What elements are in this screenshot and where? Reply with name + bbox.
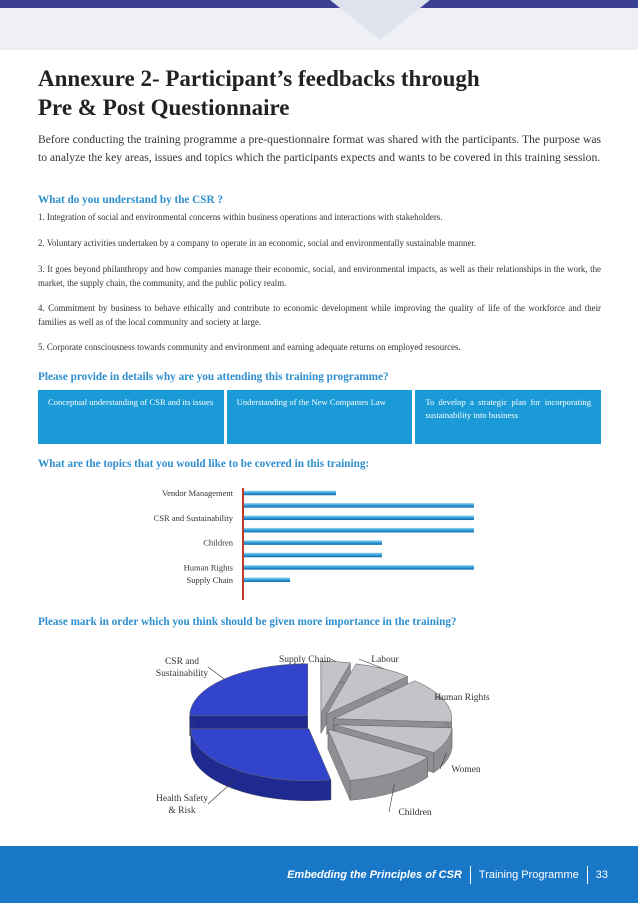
footer-text (287, 866, 608, 884)
topics-bar-chart (0, 480, 638, 605)
header-decoration (330, 0, 430, 40)
title-line-2: Pre & Post Questionnaire (38, 95, 290, 120)
bar-category-label: CSR and Sustainability (153, 512, 233, 523)
pie-leader-line (208, 667, 224, 679)
bar-category-label: Vendor Management (161, 488, 233, 498)
reason-box: Conceptual understanding of CSR and its issues (48, 397, 214, 407)
answer-item: 4. Commitment by business to behave ethically and contribute to economic development while improving the quality of life of the workforce and their families as well as of the local community and society at large. (38, 303, 601, 327)
answer-item: 2. Voluntary activities undertaken by a company to operate in an economic, social and environmentally sustainable manner. (38, 238, 477, 248)
footer-divider (470, 866, 471, 884)
bar (244, 540, 382, 545)
question-topics: What are the topics that you would like to be covered in this training: (38, 458, 370, 470)
pie-label: Human Rights (434, 693, 490, 703)
question-why-attending: Please provide in details why are you attending this training programme? (38, 371, 389, 383)
footer-bar (0, 846, 638, 903)
footer-divider (587, 866, 588, 884)
question-importance: Please mark in order which you think should be given more importance in the training? (38, 616, 457, 628)
bar (244, 516, 474, 521)
page-number: 33 (595, 869, 608, 881)
pie-label: Children (398, 808, 432, 818)
bar (244, 578, 290, 583)
bar (244, 528, 474, 533)
bar (244, 503, 474, 508)
header-stripe (0, 0, 638, 8)
header-band (0, 0, 638, 50)
reason-box: Understanding of the New Companies Law (224, 390, 413, 444)
bar-category-label: Human Rights (183, 562, 233, 573)
footer-brand: Embedding the Principles of CSR (287, 869, 462, 881)
intro-paragraph: Before conducting the training programme a pre-questionnaire format was shared with the participants. The purpose was to analyze the key areas, issues and topics which the participants expects and wants to be covered in this training session. (38, 133, 601, 164)
answer-item: 3. It goes beyond philanthropy and how companies manage their economic, social, and environmental impacts, as well as their relationships in the work, the market, the supply chain, the community, and the public policy realm. (38, 264, 601, 288)
bar (244, 565, 474, 570)
bar-category-label: Supply Chain (186, 574, 233, 585)
reason-box: To develop a strategic plan for incorporating sustainability into business (412, 390, 601, 444)
question-csr-understanding: What do you understand by the CSR ? (38, 194, 223, 206)
pie-label: Labour (371, 655, 399, 665)
footer-section: Training Programme (478, 869, 579, 881)
pie-label: Supply Chain (279, 655, 331, 665)
bar (244, 553, 382, 558)
bar (244, 491, 336, 496)
page-title (38, 64, 608, 122)
answer-item: 1. Integration of social and environmental concerns within business operations and interactions with stakeholders. (38, 212, 443, 222)
answer-item: 5. Corporate consciousness towards community and environment and earning adequate returns on employed resources. (38, 342, 461, 352)
bar-category-label: Children (203, 537, 233, 548)
pie-label: Health Safety & Risk (156, 794, 208, 816)
pie-label: CSR and Sustainability (155, 657, 209, 679)
importance-pie-chart (0, 640, 638, 830)
pie-leader-line (208, 781, 234, 804)
pie-label: Women (451, 765, 481, 775)
reasons-boxes (38, 390, 601, 444)
title-line-1: Annexure 2- Participant’s feedbacks through (38, 66, 480, 91)
